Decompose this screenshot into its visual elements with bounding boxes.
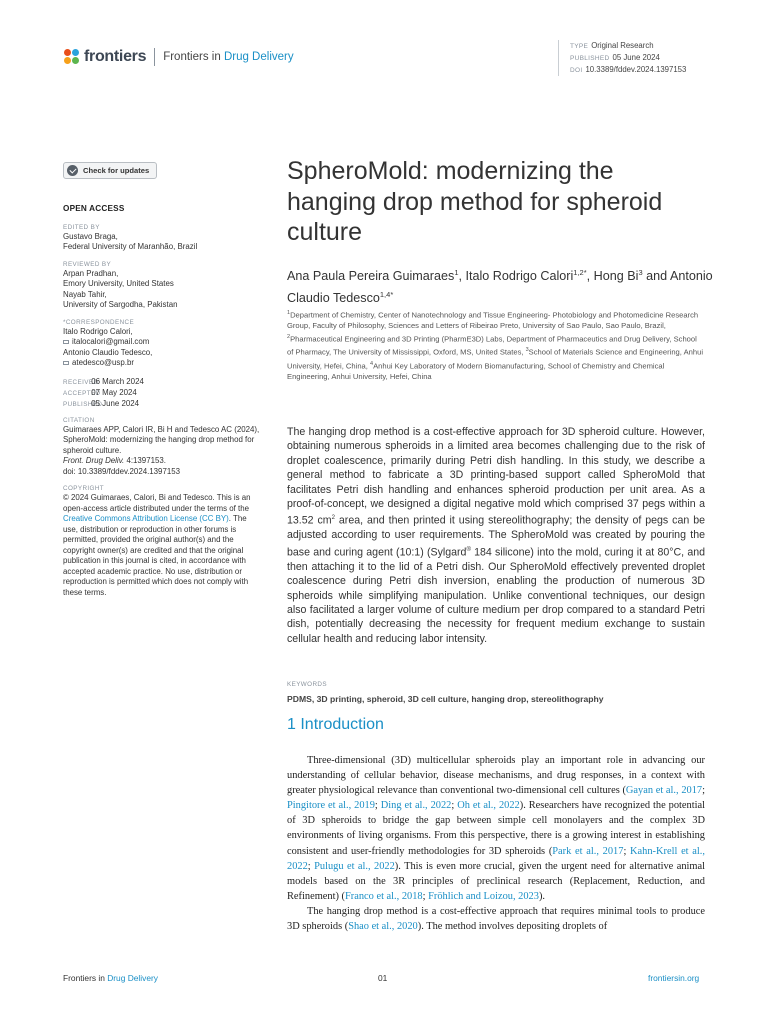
received-label: RECEIVED <box>63 378 99 386</box>
author-name: Antonio Claudio Tedesco <box>287 269 713 305</box>
affiliation-number: 4 <box>370 360 374 367</box>
license-link[interactable]: Creative Commons Attribution License (CC BY) <box>63 514 229 523</box>
paragraph-text: ; <box>422 890 429 902</box>
citation-link[interactable]: Franco et al., 2018 <box>345 890 423 902</box>
author-affiliation-ref: 1 <box>454 268 459 277</box>
paragraph-text: ). <box>538 890 546 902</box>
journal-title-link: Drug Delivery <box>223 51 294 63</box>
author-name: Ana Paula Pereira Guimaraes <box>287 269 455 284</box>
author-list: Ana Paula Pereira Guimaraes$^1$, Italo Rodrigo Calori$^{1,2*}$, Hong Bi$^3$ and Antonio Claudio Tedesco$^{1,4*}$ <box>287 268 713 305</box>
published-date: 05 June 2024 <box>91 398 140 408</box>
introduction-body <box>287 753 705 934</box>
affiliations <box>287 308 705 383</box>
open-access-label: OPEN ACCESS <box>63 204 125 213</box>
citation-link[interactable]: Shao et al., 2020 <box>348 921 418 933</box>
author-affiliation-ref: 3 <box>638 268 643 277</box>
article-meta <box>558 40 686 76</box>
citation-main: Guimaraes APP, Calori IR, Bi H and Tedesco AC (2024), SpheroMold: modernizing the hanging drop method for spheroid culture. <box>63 424 260 455</box>
type-label: TYPE <box>570 43 589 50</box>
affiliation: Anhui Key Laboratory of Modern Biomanufacturing, School of Chemistry and Chemical Engineering, Anhui University, Hefei, China <box>287 361 665 382</box>
copyright-label: COPYRIGHT <box>63 485 105 492</box>
reviewed-by-label: REVIEWED BY <box>63 260 112 268</box>
correspondent-email[interactable] <box>63 337 263 348</box>
citation-link[interactable]: Oh et al., 2022 <box>457 800 520 812</box>
reviewer-affiliation: University of Sargodha, Pakistan <box>63 300 178 309</box>
paragraph-text: The hanging drop method is a cost-effective approach that requires minimal tools to produce 3D spheroids ( <box>287 905 705 933</box>
email-icon <box>63 340 69 344</box>
paragraph-text: ; <box>307 860 315 872</box>
received-date: 06 March 2024 <box>91 376 144 386</box>
citation-link[interactable]: Pulugu et al., 2022 <box>314 860 395 872</box>
paragraph <box>287 904 705 934</box>
article-title: SpheroMold: modernizing the hanging drop method for spheroid culture <box>287 157 663 246</box>
published-value: 05 June 2024 <box>612 53 660 62</box>
published-label: PUBLISHED <box>63 400 103 408</box>
author[interactable] <box>287 269 458 283</box>
paragraph-text: ). Researchers have recognized the potential of 3D spheroids to bridge the gap between simple cell monolayers and the complex 3D environments of living organisms. From this perspective, there is a growing interest in establishing consistent and user-friendly methodologies for 3D spheroids ( <box>287 800 705 857</box>
abstract <box>287 425 705 646</box>
paragraph-text: Three-dimensional (3D) multicellular spheroids play an important role in advancing our understanding of cellular behavior, disease mechanisms, and drug responses, in a context with greater physiological relevance than conventional two-dimensional cell cultures ( <box>287 755 705 797</box>
author[interactable] <box>594 269 643 283</box>
footer-site-link[interactable]: frontiersin.org <box>648 973 700 983</box>
affiliation: School of Materials Science and Engineering, Anhui University, Hefei, China, <box>287 347 704 371</box>
copyright-text <box>63 493 263 598</box>
citation-section <box>63 416 263 478</box>
editor-name: Gustavo Braga, <box>63 231 118 241</box>
check-for-updates-button[interactable] <box>63 162 157 179</box>
footer-journal[interactable] <box>63 973 158 983</box>
citation-link[interactable]: Gayan et al., 2017 <box>625 785 703 797</box>
author-name: Hong Bi <box>593 269 639 284</box>
citation-volume: 4:1397153. <box>124 456 166 465</box>
doi-value[interactable]: 10.3389/fddev.2024.1397153 <box>585 65 687 74</box>
correspondent-name: Italo Rodrigo Calori, <box>63 326 133 336</box>
footer-journal-prefix: Frontiers in <box>63 973 105 983</box>
edited-by-section <box>63 223 263 253</box>
paragraph-text: ). This is even more crucial, given the urgent need for alternative animal models based on the 3R principles of preclinical research (Replacement, Reduction, and Refinement) ( <box>287 860 705 902</box>
footer-journal-name: Drug Delivery <box>107 973 158 983</box>
frontiers-logo-icon <box>64 49 80 65</box>
affiliation-number: 2 <box>287 334 291 341</box>
reviewer-name: Arpan Pradhan, <box>63 268 119 278</box>
citation-link[interactable]: Ding et al., 2022 <box>380 800 452 812</box>
abstract-text: 184 silicone) into the mold, curing it at 80°C, and then attaching it to the lid of a Petri dish. Our SpheroMold effectively prevented droplet coalescence during Petri dish inversion, enabling the production of numerous 3D spheroids while simplifying manipulation. Unlike conventional techniques, our design also facilitated a larger volume of culture medium per drop compared to a standard Petri dish, potentially decreasing the necessity for frequent medium exchange to sustain cellular health and reducing labor intensity. <box>287 546 705 645</box>
paragraph-text: ; <box>374 800 381 812</box>
citation-label: CITATION <box>63 416 95 424</box>
check-updates-icon <box>67 165 78 176</box>
affiliation: Pharmaceutical Engineering and 3D Printing (PharmE3D) Labs, Department of Pharmaceutics and Drug Delivery, School of Pharmacy, The University of Mississippi, Oxford, MS, United States, <box>287 334 697 357</box>
copyright-section <box>63 484 263 598</box>
keywords: PDMS, 3D printing, spheroid, 3D cell culture, hanging drop, stereolithography <box>287 694 604 704</box>
logo-divider <box>154 48 155 66</box>
affiliation-number: 3 <box>525 347 529 354</box>
author-name: Italo Rodrigo Calori <box>465 269 574 284</box>
citation-link[interactable]: Pingitore et al., 2019 <box>287 800 375 812</box>
edited-by-label: EDITED BY <box>63 223 100 231</box>
published-label: PUBLISHED <box>570 55 610 62</box>
citation-link[interactable]: Park et al., 2017 <box>552 845 624 857</box>
reviewer-affiliation: Emory University, United States <box>63 279 174 288</box>
email-icon <box>63 361 69 365</box>
affiliation-number: 1 <box>287 310 291 316</box>
abstract-text: The hanging drop method is a cost-effective approach for 3D spheroid culture. However, obtaining numerous spheroids in a limited area becomes challenging due to the risk of droplet coalescence, primarily during Petri dish handling. In this study, we describe a general method to fabricate a 3D printing-based support called SpheroMold that facilitates Petri dish handling and enhances spheroid production per unit area. As a proof-of-concept, we designed a digital negative mold which comprised 37 pegs within a 13.52 cm <box>287 426 705 527</box>
author-affiliation-ref: 1,2* <box>573 268 587 277</box>
dates-section <box>63 376 263 409</box>
accepted-date: 07 May 2024 <box>91 387 137 397</box>
check-updates-label: Check for updates <box>83 166 150 175</box>
frontiers-logo[interactable] <box>64 47 294 67</box>
type-value: Original Research <box>591 41 654 50</box>
reviewer-name: Nayab Tahir, <box>63 289 107 299</box>
paragraph <box>287 753 705 904</box>
paragraph-text: ; <box>451 800 458 812</box>
paragraph-text: ; <box>623 845 631 857</box>
section-heading: 1 Introduction <box>287 716 384 733</box>
logo-text: frontiers <box>84 48 147 65</box>
accepted-label: ACCEPTED <box>63 389 101 397</box>
correspondence-section <box>63 318 263 369</box>
email-text: italocalori@gmail.com <box>72 337 150 346</box>
editor-affiliation: Federal University of Maranhão, Brazil <box>63 242 198 251</box>
journal-name[interactable] <box>163 51 293 63</box>
citation-journal: Front. Drug Deliv. <box>63 456 125 465</box>
author[interactable] <box>465 269 586 283</box>
article-sidebar <box>63 204 263 605</box>
copyright-part: . The use, distribution or reproduction in other forums is permitted, provided the original author(s) and the copyright owner(s) are credited and that the original publication in this journal is cited, in accordance with accepted academic practice. No use, distribution or reproduction is permitted which does not comply with these terms. <box>63 514 249 597</box>
author-affiliation-ref: 1,4* <box>379 289 394 299</box>
doi-label: DOI <box>570 67 583 74</box>
correspondence-label: *CORRESPONDENCE <box>63 318 135 326</box>
email-text: atedesco@usp.br <box>72 358 134 367</box>
keywords-label: KEYWORDS <box>287 681 327 688</box>
citation-text <box>63 425 263 478</box>
affiliation: Department of Chemistry, Center of Nanotechnology and Tissue Engineering- Photobiology and Photomedicine Research Group, Faculty of Philosophy, Sciences and Letters of Ribeirao Preto, University of Sao Paulo, Sao Paulo, Brazil, <box>287 310 699 331</box>
page-number: 01 <box>378 973 388 983</box>
correspondent-name: Antonio Claudio Tedesco, <box>63 347 153 357</box>
citation-link[interactable]: Fröhlich and Loizou, 2023 <box>428 890 539 902</box>
reviewed-by-section <box>63 260 263 311</box>
citation-doi[interactable]: doi: 10.3389/fddev.2024.1397153 <box>63 466 181 476</box>
journal-prefix: Frontiers in <box>163 51 221 63</box>
superscript: 2 <box>331 515 335 522</box>
paragraph-text: ). The method involves depositing droplets of <box>417 921 608 933</box>
copyright-part: © 2024 Guimaraes, Calori, Bi and Tedesco. This is an open-access article distributed under the terms of the <box>63 493 251 513</box>
citation-link[interactable]: Kahn-Krell et al., 2022 <box>287 845 705 872</box>
paragraph-text: ; <box>702 785 705 797</box>
superscript: ® <box>466 546 471 553</box>
correspondent-email[interactable] <box>63 358 263 369</box>
abstract-text: area, and then printed it using stereolithography; the density of pegs can be adjusted according to user requirements. The SpheroMold was created by pouring the base and curing agent (10:1) (Sylgard <box>287 514 705 559</box>
